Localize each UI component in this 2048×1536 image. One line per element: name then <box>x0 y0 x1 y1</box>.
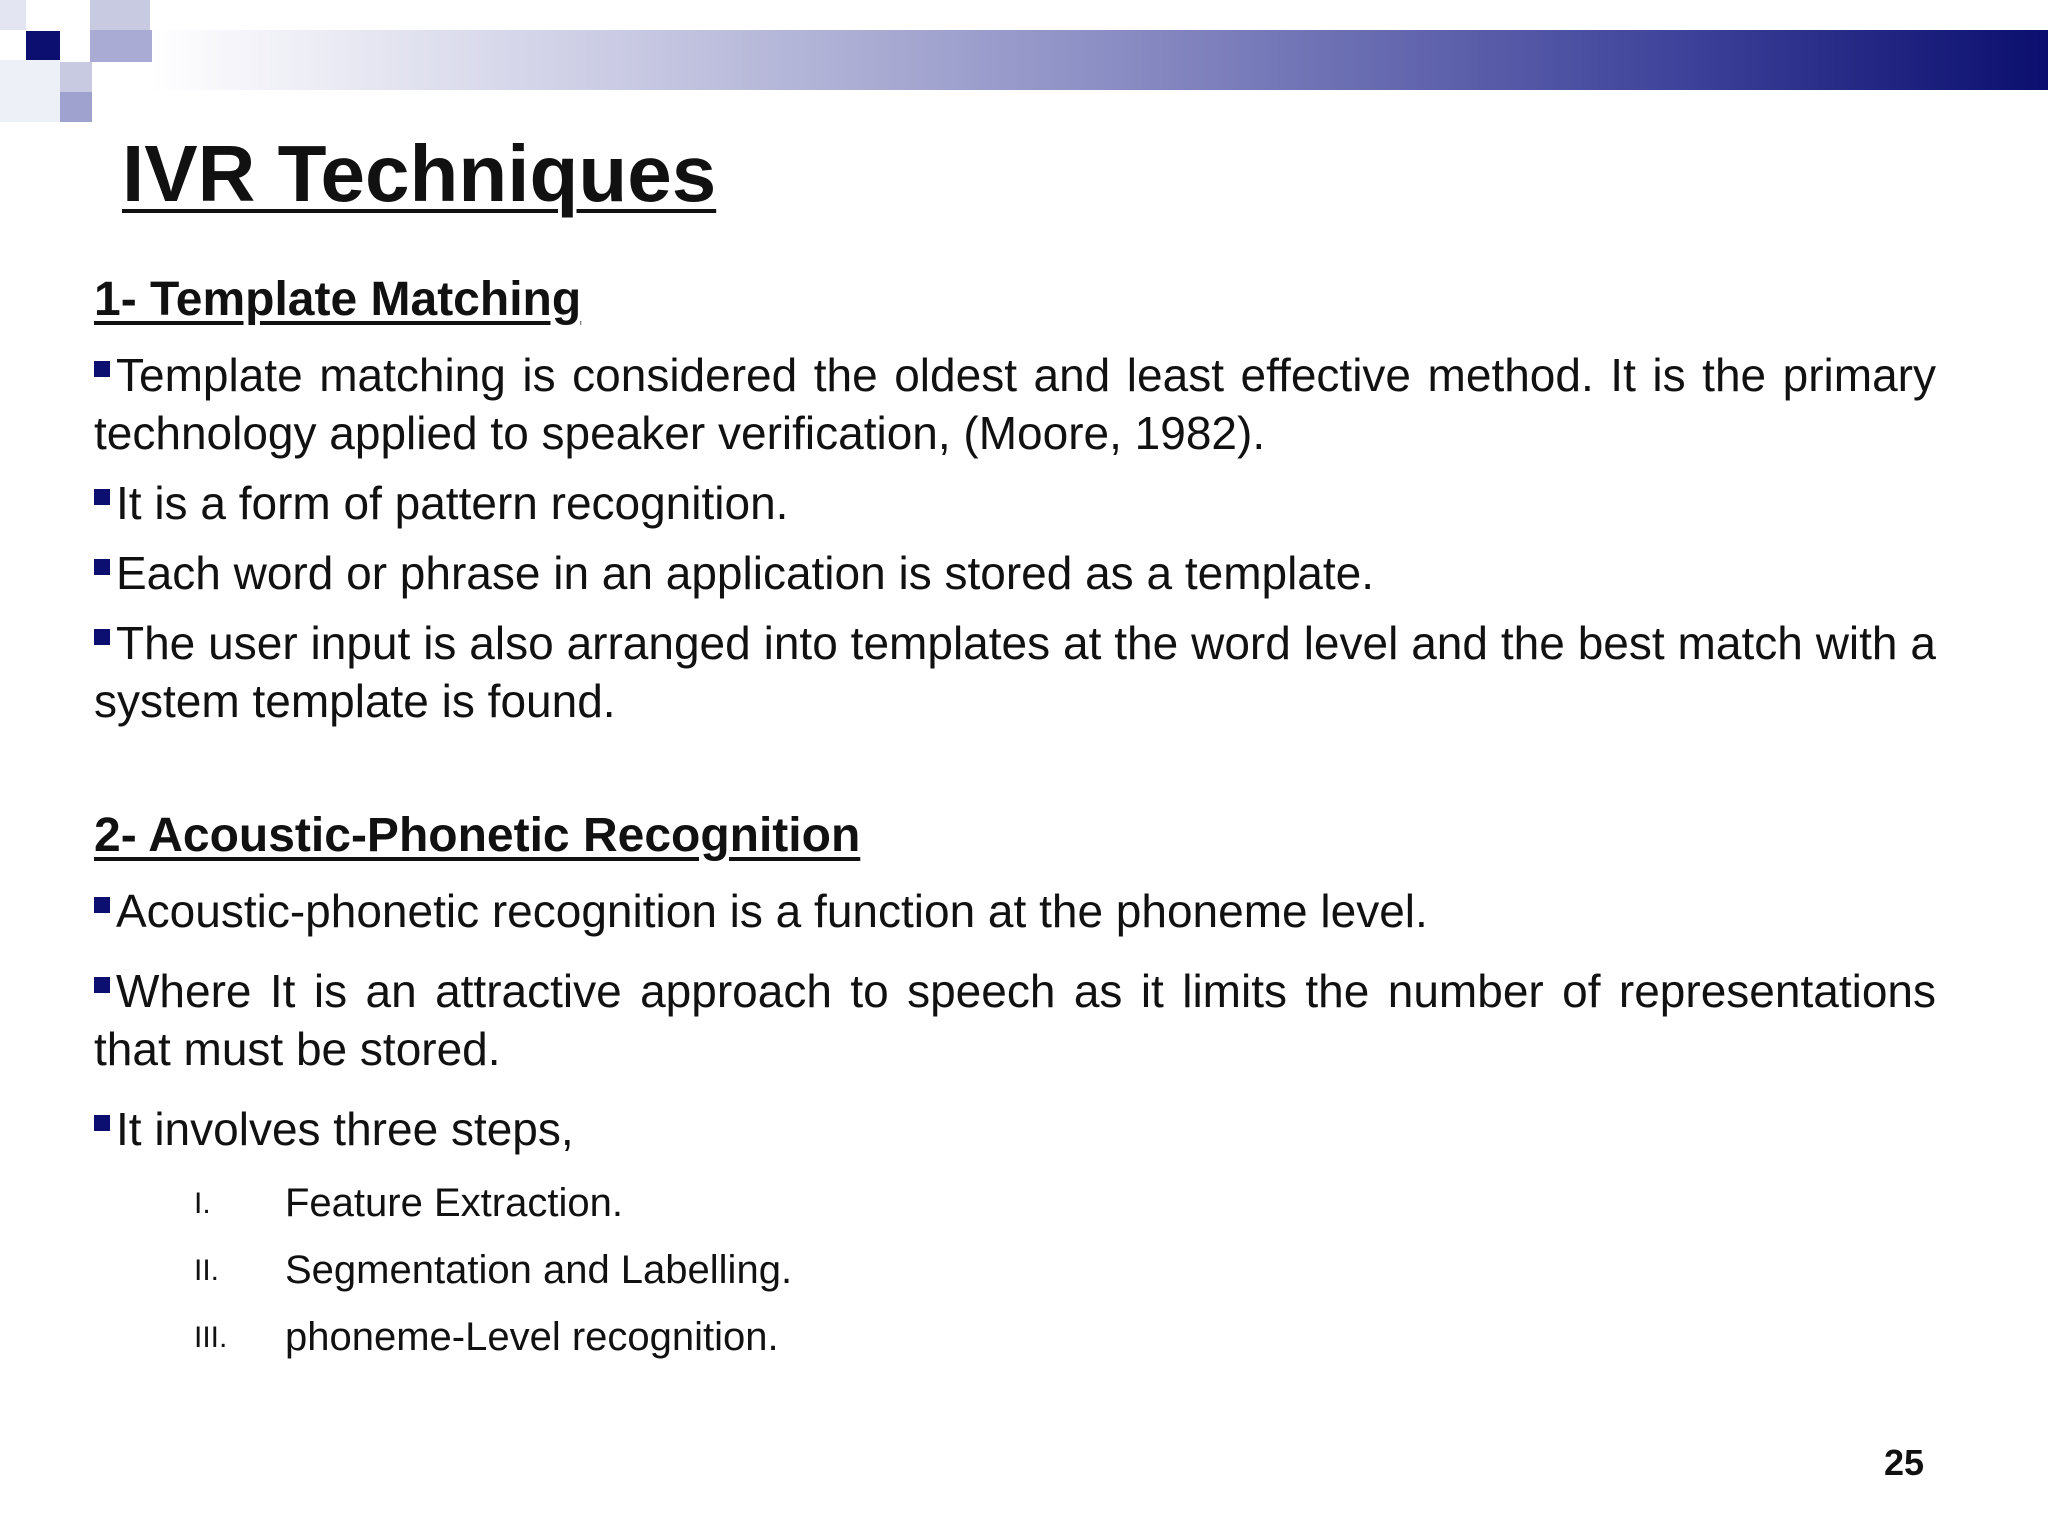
square-bullet-icon <box>94 361 110 377</box>
bullet-item <box>94 882 1936 940</box>
square-bullet-icon <box>94 1115 110 1131</box>
bullet-item <box>94 346 1936 462</box>
slide-content <box>94 270 1936 1371</box>
section-heading-template-matching: 1- Template Matching <box>94 273 582 326</box>
deco-square <box>90 0 150 30</box>
square-bullet-icon <box>94 489 110 505</box>
step-number: III. <box>194 1321 228 1354</box>
step-item <box>94 1237 1936 1304</box>
square-bullet-icon <box>94 977 110 993</box>
step-number: I. <box>194 1187 211 1220</box>
slide-title: IVR Techniques <box>122 129 717 218</box>
header-gradient-band <box>150 30 2048 90</box>
step-item <box>94 1304 1936 1371</box>
bullet-item <box>94 1100 1936 1158</box>
bullet-item <box>94 962 1936 1078</box>
square-bullet-icon <box>94 897 110 913</box>
bullet-text: Where It is an attractive approach to speech as it limits the number of representations that must be stored. <box>94 965 1936 1075</box>
header-decoration <box>0 0 2048 130</box>
deco-square <box>90 30 152 62</box>
step-text: Feature Extraction. <box>285 1181 623 1225</box>
bullet-item <box>94 474 1936 532</box>
bullet-item <box>94 544 1936 602</box>
bullet-text: Each word or phrase in an application is stored as a template. <box>116 547 1375 599</box>
bullet-text: Acoustic-phonetic recognition is a function at the phoneme level. <box>116 885 1428 937</box>
page-number: 25 <box>1883 1442 1924 1483</box>
square-bullet-icon <box>94 629 110 645</box>
bullet-text: It involves three steps, <box>116 1103 574 1155</box>
square-bullet-icon <box>94 559 110 575</box>
deco-square <box>26 31 60 63</box>
deco-square <box>60 62 92 92</box>
bullet-text: It is a form of pattern recognition. <box>116 477 789 529</box>
section-heading-acoustic-phonetic: 2- Acoustic-Phonetic Recognition <box>94 809 861 862</box>
step-item <box>94 1170 1936 1237</box>
step-text: Segmentation and Labelling. <box>285 1248 793 1292</box>
step-number: II. <box>194 1254 220 1287</box>
bullet-text: The user input is also arranged into templates at the word level and the best match with a system template is found. <box>94 617 1936 727</box>
deco-square <box>0 60 60 122</box>
step-text: phoneme-Level recognition. <box>285 1315 779 1359</box>
deco-square <box>0 0 26 30</box>
bullet-item <box>94 614 1936 730</box>
bullet-text: Template matching is considered the oldest and least effective method. It is the primary technology applied to speaker verification, (Moore, 1982). <box>94 349 1936 459</box>
deco-square <box>60 92 92 122</box>
steps-list <box>94 1170 1936 1371</box>
